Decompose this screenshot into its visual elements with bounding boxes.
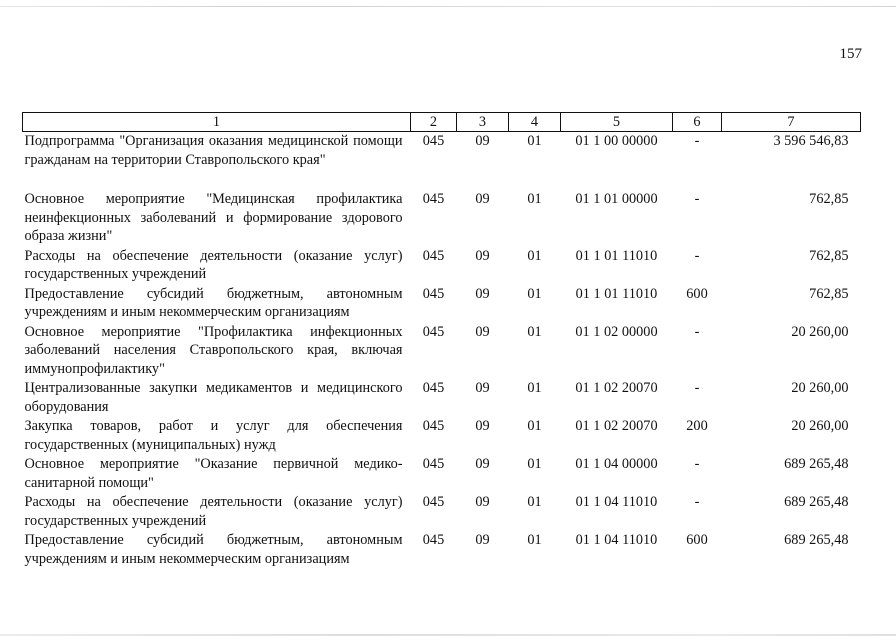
table-row [23,531,861,569]
row-code-2: 045 [422,456,445,472]
row-code-2: 045 [422,285,445,302]
row-code-3: 09 [475,418,490,434]
table-row [23,247,861,285]
header-col-7: 7 [722,113,861,132]
row-code-5: 01 1 02 20070 [575,380,658,396]
row-code-5: 01 1 01 11010 [575,247,658,264]
row-code-4: 01 [527,323,542,340]
row-amount: 762,85 [809,247,849,264]
row-code-6: 600 [686,532,708,548]
row-amount: 689 265,48 [784,532,849,548]
header-col-3: 3 [457,113,509,132]
row-code-6: 600 [686,285,708,302]
header-col-1: 1 [23,113,411,132]
row-amount: 20 260,00 [791,418,849,434]
table-row [23,132,861,191]
page-number: 157 [839,46,862,62]
row-code-3: 09 [475,323,490,340]
row-amount: 20 260,00 [791,380,849,396]
row-code-4: 01 [527,247,542,264]
row-code-6: - [694,380,700,396]
scan-edge-bottom [0,634,896,636]
header-row [23,113,861,132]
row-code-4: 01 [527,380,542,396]
row-amount: 689 265,48 [784,494,849,510]
row-code-2: 045 [422,323,445,340]
row-code-5: 01 1 04 11010 [575,494,658,510]
budget-table [22,112,861,569]
table-row [23,417,861,455]
row-code-3: 09 [475,380,490,396]
row-name: Основное мероприятие "Оказание первичной медико-санитарной помощи" [24,456,403,491]
row-code-4: 01 [527,285,542,302]
row-code-3: 09 [475,532,490,548]
row-name: Расходы на обеспечение деятельности (оказание услуг) государственных учреждений [24,494,403,529]
row-code-5: 01 1 02 20070 [575,418,658,434]
row-code-2: 045 [422,380,445,396]
row-amount: 3 596 546,83 [773,133,849,149]
row-code-5: 01 1 04 11010 [575,532,658,548]
scan-edge-top [0,6,896,7]
row-name: Основное мероприятие "Медицинская профилактика неинфекционных заболеваний и формирование здорового образа жизни" [24,191,403,244]
row-code-2: 045 [422,133,445,149]
row-amount: 762,85 [809,191,849,207]
header-col-2: 2 [411,113,457,132]
row-code-6: - [694,247,700,264]
row-code-2: 045 [422,418,445,434]
row-code-5: 01 1 00 00000 [575,133,658,149]
row-code-2: 045 [422,494,445,510]
row-name: Подпрограмма "Организация оказания медицинской помощи гражданам на территории Ставропольского края" [24,133,403,168]
row-amount: 689 265,48 [784,456,849,472]
row-code-3: 09 [475,285,490,302]
row-code-6: - [694,133,700,149]
row-code-3: 09 [475,133,490,149]
row-code-3: 09 [475,247,490,264]
row-code-2: 045 [422,191,445,207]
row-code-4: 01 [527,133,542,149]
row-name: Предоставление субсидий бюджетным, автономным учреждениям и иным некоммерческим организациям [24,285,403,320]
row-code-4: 01 [527,494,542,510]
row-code-6: - [694,191,700,207]
row-code-4: 01 [527,191,542,207]
table-row [23,190,861,247]
row-code-3: 09 [475,191,490,207]
table-row [23,323,861,380]
row-code-4: 01 [527,418,542,434]
row-code-4: 01 [527,532,542,548]
row-code-6: - [694,323,700,340]
header-col-6: 6 [673,113,722,132]
row-code-6: 200 [686,418,708,434]
row-code-5: 01 1 04 00000 [575,456,658,472]
row-code-3: 09 [475,456,490,472]
row-name: Централизованные закупки медикаментов и медицинского оборудования [24,380,403,415]
table-row [23,493,861,531]
header-col-4: 4 [509,113,561,132]
header-col-5: 5 [561,113,673,132]
table-row [23,285,861,323]
table-row [23,379,861,417]
row-code-2: 045 [422,532,445,548]
row-code-4: 01 [527,456,542,472]
row-code-6: - [694,494,700,510]
row-code-5: 01 1 02 00000 [575,323,658,340]
row-name: Предоставление субсидий бюджетным, автономным учреждениям и иным некоммерческим организациям [24,532,403,567]
table-row [23,455,861,493]
row-amount: 762,85 [809,285,849,302]
row-amount: 20 260,00 [791,323,849,340]
row-code-2: 045 [422,247,445,264]
row-code-6: - [694,456,700,472]
row-code-5: 01 1 01 11010 [575,285,658,302]
row-name: Закупка товаров, работ и услуг для обеспечения государственных (муниципальных) нужд [24,418,403,453]
row-code-3: 09 [475,494,490,510]
row-name: Расходы на обеспечение деятельности (оказание услуг) государственных учреждений [24,247,403,282]
row-name: Основное мероприятие "Профилактика инфекционных заболеваний населения Ставропольского края, включая иммунопрофилактику" [24,323,403,377]
row-code-5: 01 1 01 00000 [575,191,658,207]
